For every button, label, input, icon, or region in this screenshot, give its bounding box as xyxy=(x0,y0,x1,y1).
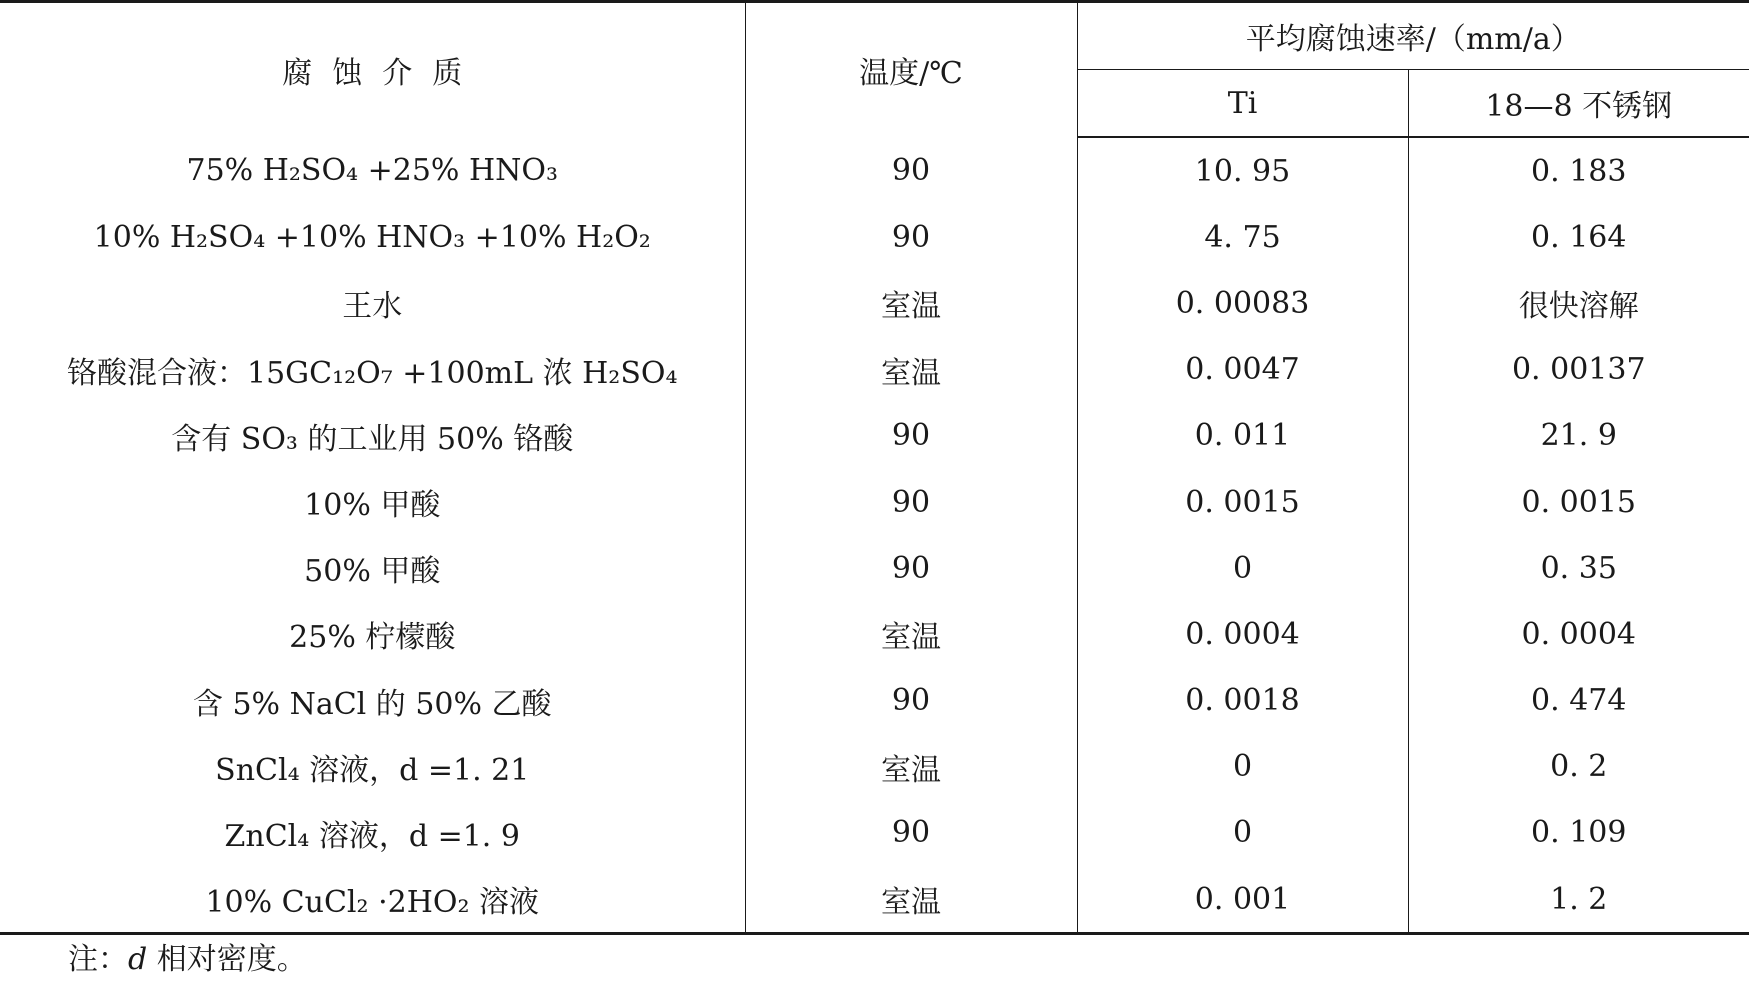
cell-stainless-steel-rate: 0. 00137 xyxy=(1511,352,1646,388)
table-row xyxy=(0,337,1749,403)
table-row xyxy=(0,734,1749,800)
cell-ti-rate: 0. 001 xyxy=(1077,866,1408,934)
table-row xyxy=(0,469,1749,535)
cell-ti-rate: 0. 0004 xyxy=(1077,601,1408,667)
cell-temperature: 90 xyxy=(745,403,1077,469)
header-rate-group: 平均腐蚀速率/（mm/a） xyxy=(1077,2,1749,70)
cell-stainless-steel-rate: 0. 164 xyxy=(1531,219,1627,255)
cell-temperature: 室温 xyxy=(745,866,1077,934)
table-row xyxy=(0,866,1749,934)
header-medium: 腐蚀介质 xyxy=(0,2,745,138)
cell-temperature: 90 xyxy=(745,800,1077,866)
cell-medium: SnCl₄ 溶液，d =1. 21 xyxy=(0,734,745,800)
cell-medium: 10% 甲酸 xyxy=(0,469,745,535)
cell-temperature: 90 xyxy=(745,469,1077,535)
cell-medium: 25% 柠檬酸 xyxy=(0,601,745,667)
cell-stainless-steel-rate: 0. 35 xyxy=(1540,550,1617,586)
cell-temperature: 室温 xyxy=(745,337,1077,403)
table-row xyxy=(0,800,1749,866)
cell-medium: 10% CuCl₂ ·2HO₂ 溶液 xyxy=(0,866,745,934)
header-temperature: 温度/℃ xyxy=(745,2,1077,138)
table-row xyxy=(0,137,1749,204)
table-row xyxy=(0,403,1749,469)
cell-medium: 75% H₂SO₄ +25% HNO₃ xyxy=(0,137,745,204)
cell-stainless-steel-rate: 0. 2 xyxy=(1550,749,1608,785)
cell-medium: 10% H₂SO₄ +10% HNO₃ +10% H₂O₂ xyxy=(0,204,745,270)
cell-temperature: 90 xyxy=(745,137,1077,204)
note-variable: d xyxy=(128,942,148,977)
cell-ti-rate: 0 xyxy=(1077,535,1408,601)
note-prefix: 注： xyxy=(68,942,128,977)
cell-temperature: 90 xyxy=(745,204,1077,270)
cell-stainless-steel-rate: 0. 0015 xyxy=(1521,484,1636,520)
cell-stainless-steel-rate: 0. 474 xyxy=(1531,683,1627,719)
header-ti: Ti xyxy=(1077,70,1408,138)
table-body xyxy=(0,137,1749,934)
cell-ti-rate: 0. 0015 xyxy=(1077,469,1408,535)
cell-stainless-steel-rate: 0. 109 xyxy=(1531,815,1627,851)
cell-ti-rate: 0. 0047 xyxy=(1077,337,1408,403)
cell-ti-rate: 0. 0018 xyxy=(1077,668,1408,734)
table-note xyxy=(68,942,307,978)
cell-ti-rate: 4. 75 xyxy=(1077,204,1408,270)
table-row xyxy=(0,204,1749,270)
cell-medium: 含 5% NaCl 的 50% 乙酸 xyxy=(0,668,745,734)
table-header xyxy=(0,2,1749,138)
cell-temperature: 90 xyxy=(745,535,1077,601)
cell-ti-rate: 0 xyxy=(1077,800,1408,866)
cell-stainless-steel-rate: 21. 9 xyxy=(1540,418,1617,454)
cell-medium: ZnCl₄ 溶液，d =1. 9 xyxy=(0,800,745,866)
cell-medium: 50% 甲酸 xyxy=(0,535,745,601)
cell-stainless-steel-rate: 很快溶解 xyxy=(1518,289,1639,325)
cell-medium: 王水 xyxy=(0,270,745,336)
cell-stainless-steel-rate: 0. 183 xyxy=(1531,153,1627,189)
cell-ti-rate: 0 xyxy=(1077,734,1408,800)
cell-temperature: 室温 xyxy=(745,601,1077,667)
cell-ti-rate: 0. 011 xyxy=(1077,403,1408,469)
cell-medium: 含有 SO₃ 的工业用 50% 铬酸 xyxy=(0,403,745,469)
cell-temperature: 90 xyxy=(745,668,1077,734)
cell-stainless-steel-rate: 0. 0004 xyxy=(1521,616,1636,652)
cell-temperature: 室温 xyxy=(745,270,1077,336)
table-row xyxy=(0,535,1749,601)
header-stainless-steel: 18—8 不锈钢 xyxy=(1408,70,1749,138)
note-text: 相对密度。 xyxy=(147,942,307,977)
cell-ti-rate: 10. 95 xyxy=(1077,137,1408,204)
cell-ti-rate: 0. 00083 xyxy=(1077,270,1408,336)
table-row xyxy=(0,601,1749,667)
cell-temperature: 室温 xyxy=(745,734,1077,800)
table-row xyxy=(0,270,1749,336)
table-row xyxy=(0,668,1749,734)
cell-medium: 铬酸混合液：15GC₁₂O₇ +100mL 浓 H₂SO₄ xyxy=(0,337,745,403)
cell-stainless-steel-rate: 1. 2 xyxy=(1408,866,1749,934)
